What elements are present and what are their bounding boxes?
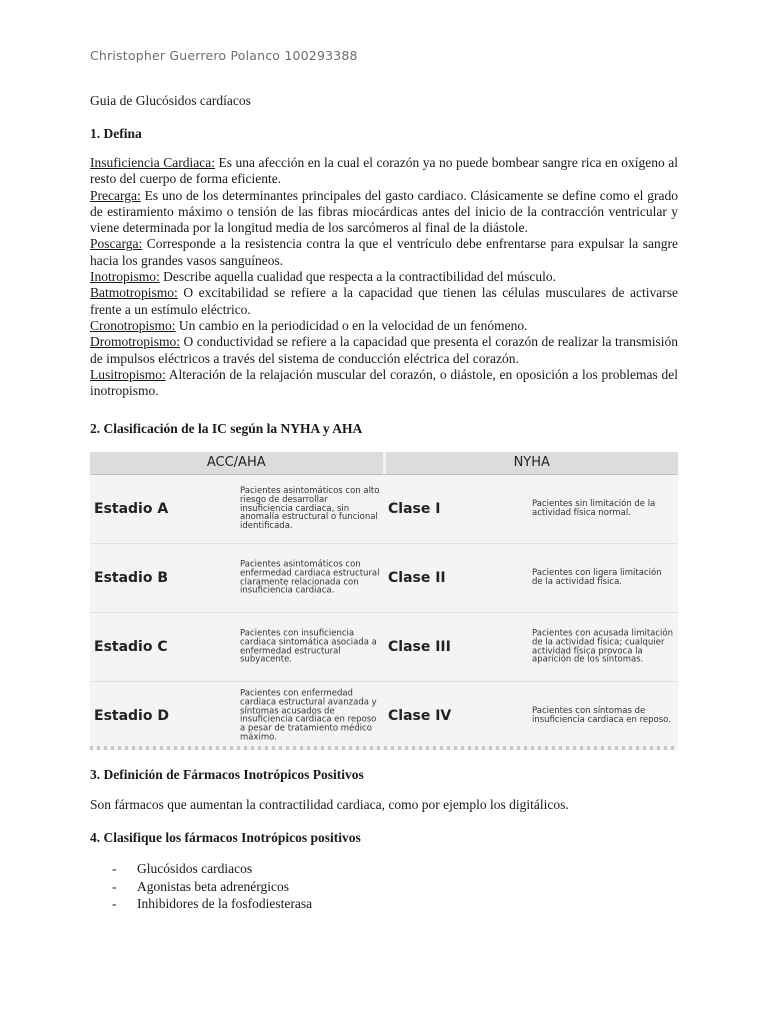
definition-batmotropismo	[90, 285, 678, 318]
stage-label: Estadio C	[94, 639, 168, 655]
definition-term: Batmotropismo:	[90, 285, 178, 301]
table-row	[90, 544, 678, 613]
header-nyha: NYHA	[513, 455, 550, 470]
definition-cronotropismo	[90, 318, 678, 334]
definition-dromotropismo	[90, 334, 678, 367]
list-item: - Inhibidores de la fosfodiesterasa	[112, 896, 313, 911]
stage-label: Estadio A	[94, 501, 169, 517]
stage-description: Pacientes con enfermedad cardiaca estructural avanzada y síntomas acusados de insuficiencia cardiaca en reposo a pesar de tratamiento médico máximo.	[240, 688, 377, 743]
classification-table	[90, 452, 678, 750]
list-item: - Glucósidos cardiacos	[112, 861, 253, 876]
table-source-line	[90, 746, 678, 750]
document-title: Guia de Glucósidos cardíacos	[90, 93, 251, 108]
stage-label: Estadio B	[94, 570, 169, 586]
stage-description: Pacientes con insuficiencia cardiaca sintomática asociada a enfermedad estructural subyacente.	[240, 628, 377, 665]
stage-description: Pacientes asintomáticos con alto riesgo de desarrollar insuficiencia cardiaca, sin anomalía estructural o funcional identificada.	[240, 486, 380, 532]
definition-term: Insuficiencia Cardiaca:	[90, 155, 215, 170]
definitions-list	[90, 155, 678, 399]
definition-inotropismo	[90, 269, 678, 285]
author-header: Christopher Guerrero Polanco 100293388	[90, 48, 358, 63]
definition-term: Inotropismo:	[90, 269, 160, 285]
section-4-heading: 4. Clasifique los fármacos Inotrópicos positivos	[90, 830, 361, 845]
class-description: Pacientes con acusada limitación de la actividad física; cualquier actividad física provoca la aparición de los síntomas.	[532, 628, 674, 665]
definition-insuficiencia	[90, 155, 678, 188]
table-header	[90, 452, 678, 475]
definition-text: Corresponde a la resistencia contra la que el ventrículo debe enfrentarse para expulsar la sangre hacia los grandes vasos sanguíneos.	[90, 236, 678, 268]
list-item: - Agonistas beta adrenérgicos	[112, 878, 289, 894]
table-row	[90, 475, 678, 544]
header-acc-aha: ACC/AHA	[90, 452, 386, 474]
class-description: Pacientes sin limitación de la actividad física normal.	[532, 499, 656, 518]
section-2-heading: 2. Clasificación de la IC según la NYHA y AHA	[90, 421, 363, 436]
section-3-heading: 3. Definición de Fármacos Inotrópicos Positivos	[90, 767, 364, 782]
definition-precarga	[90, 188, 678, 237]
definition-text: Describe aquella cualidad que respecta a la contractibilidad del músculo.	[159, 269, 556, 285]
inotropic-drug-list	[112, 860, 312, 913]
class-description: Pacientes con ligera limitación de la actividad física.	[532, 568, 662, 587]
section-3-text: Son fármacos que aumentan la contractilidad cardiaca, como por ejemplo los digitálicos.	[90, 797, 569, 812]
class-label: Clase IV	[388, 708, 452, 724]
definition-text: Alteración de la relajación muscular del corazón, o diástole, en oposición a los problemas del inotropismo.	[90, 366, 678, 399]
definition-term: Poscarga:	[90, 236, 143, 252]
definition-term: Dromotropismo:	[90, 334, 180, 350]
class-label: Clase I	[388, 501, 441, 517]
stage-description: Pacientes asintomáticos con enfermedad cardiaca estructural claramente relacionada con insuficiencia cardiaca.	[240, 559, 380, 596]
definition-lusitropismo	[90, 367, 678, 400]
definition-term: Lusitropismo:	[90, 366, 166, 382]
table-row	[90, 682, 678, 750]
definition-text: Un cambio en la periodicidad o en la velocidad de un fenómeno.	[175, 317, 528, 333]
definition-term: Cronotropismo:	[90, 317, 176, 333]
stage-label: Estadio D	[94, 708, 169, 724]
class-description: Pacientes con síntomas de insuficiencia cardiaca en reposo.	[532, 706, 671, 725]
definition-text: Es una afección en la cual el corazón ya no puede bombear sangre rica en oxígeno al resto del cuerpo de forma eficiente.	[90, 155, 678, 187]
definition-text: O conductividad se refiere a la capacidad que presenta el corazón de realizar la transmisión de impulsos eléctricos a través del sistema de conducción eléctrica del corazón.	[90, 334, 678, 366]
definition-term: Precarga:	[90, 187, 141, 203]
definition-text: O excitabilidad se refiere a la capacidad que tienen las células musculares de activarse frente a un estímulo eléctrico.	[90, 285, 678, 317]
class-label: Clase II	[388, 570, 446, 586]
section-1-heading: 1. Defina	[90, 126, 142, 141]
table-row	[90, 613, 678, 682]
definition-poscarga	[90, 236, 678, 269]
definition-text: Es uno de los determinantes principales del gasto cardiaco. Clásicamente se define como el grado de estiramiento máximo o tensión de las fibras miocárdicas antes del inicio de la contracción ventricular y viene determinada por la longitud media de los sarcómeros al final de la diástole.	[90, 187, 678, 236]
class-label: Clase III	[388, 639, 451, 655]
